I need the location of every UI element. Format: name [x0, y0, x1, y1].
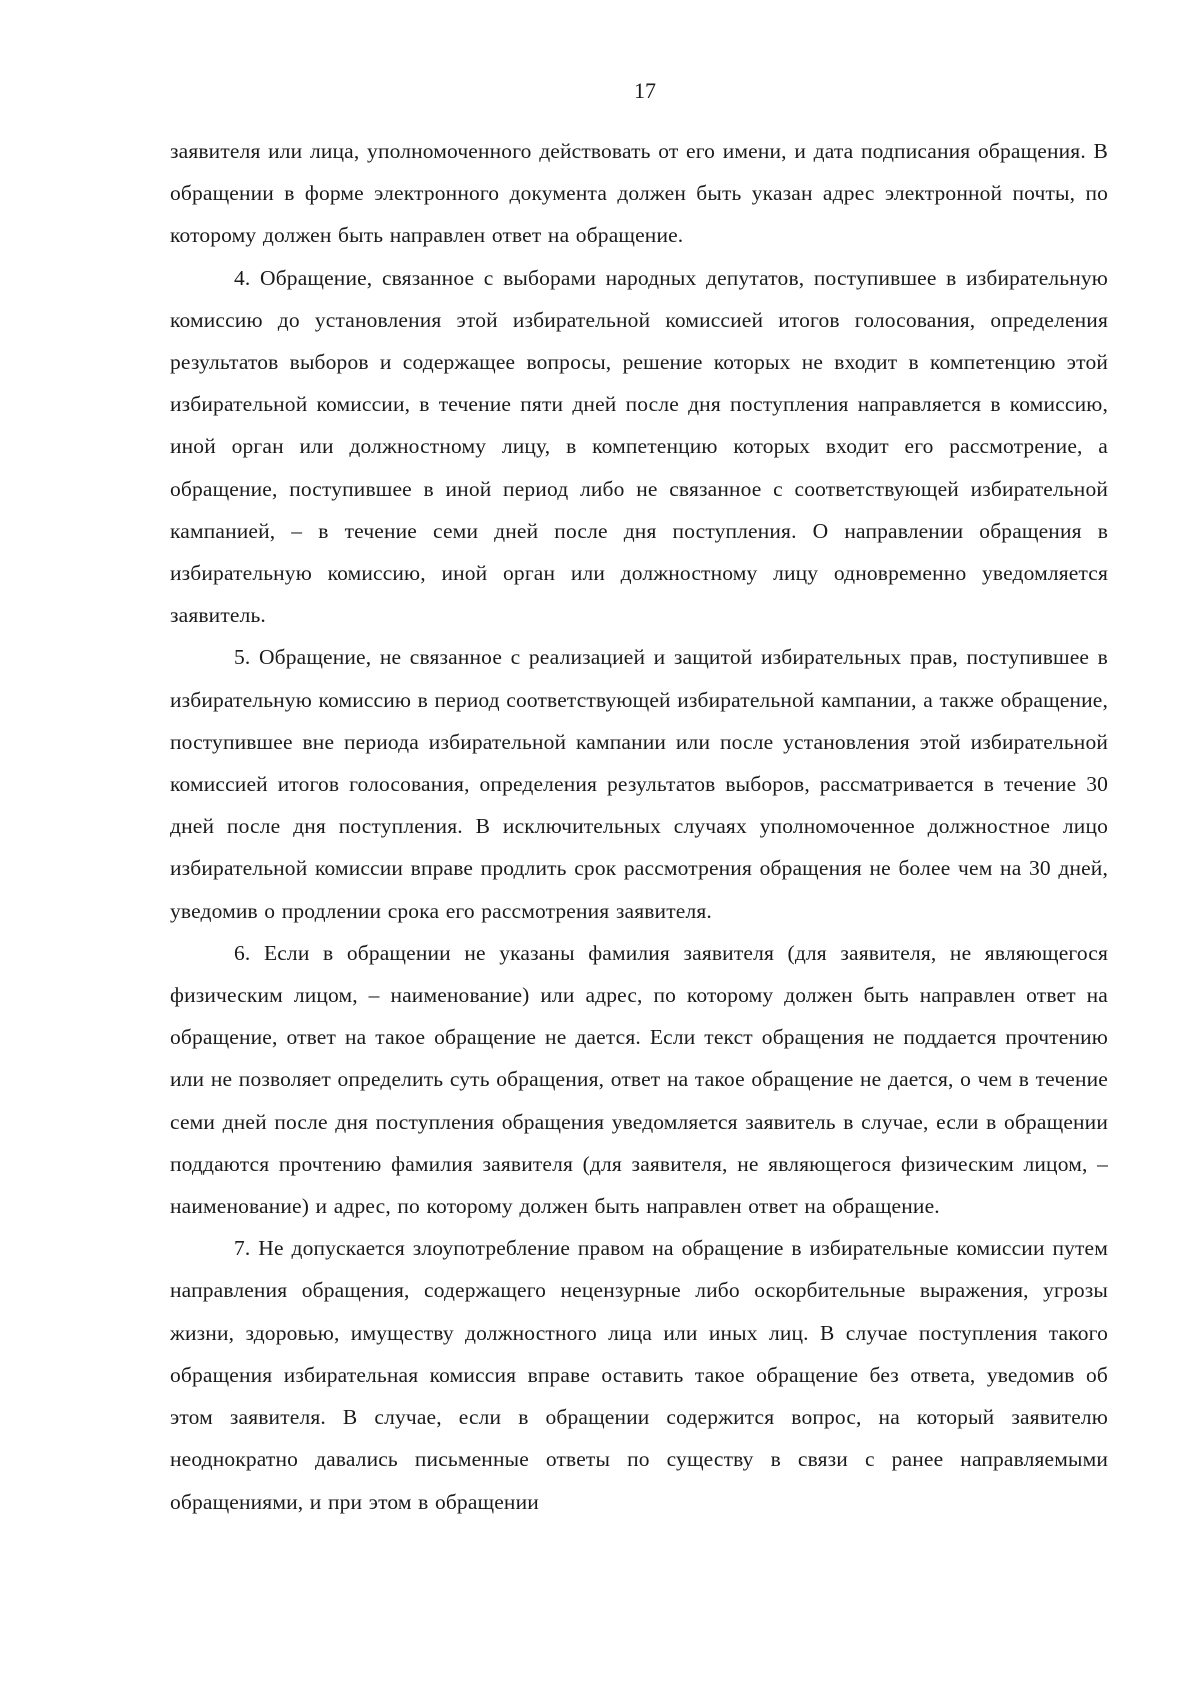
paragraph-item-5: 5. Обращение, не связанное с реализацией и защитой избирательных прав, поступившее в избирательную комиссию в период соответствующей избирательной кампании, а также обращение, поступившее вне периода избирательной кампании или после установления этой избирательной комиссией итогов голосования, определения результатов выборов, рассматривается в течение 30 дней после дня поступления. В исключительных случаях уполномоченное должностное лицо избирательной комиссии вправе продлить срок рассмотрения обращения не более чем на 30 дней, уведомив о продлении срока его рассмотрения заявителя. [170, 645, 1108, 923]
paragraph-continuation: заявителя или лица, уполномоченного действовать от его имени, и дата подписания обращения. В обращении в форме электронного документа должен быть указан адрес электронной почты, по которому должен быть направлен ответ на обращение. [170, 139, 1108, 248]
page-number: 17 [634, 78, 656, 103]
document-body [170, 130, 1108, 1523]
paragraph-item-4: 4. Обращение, связанное с выборами народных депутатов, поступившее в избирательную комиссию до установления этой избирательной комиссией итогов голосования, определения результатов выборов и содержащее вопросы, решение которых не входит в компетенцию этой избирательной комиссии, в течение пяти дней после дня поступления направляется в комиссию, иной орган или должностному лицу, в компетенцию которых входит его рассмотрение, а обращение, поступившее в иной период либо не связанное с соответствующей избирательной кампанией, – в течение семи дней после дня поступления. О направлении обращения в избирательную комиссию, иной орган или должностному лицу одновременно уведомляется заявитель. [170, 265, 1108, 628]
paragraph-item-7: 7. Не допускается злоупотребление правом на обращение в избирательные комиссии путем направления обращения, содержащего нецензурные либо оскорбительные выражения, угрозы жизни, здоровью, имуществу должностного лица или иных лиц. В случае поступления такого обращения избирательная комиссия вправе оставить такое обращение без ответа, уведомив об этом заявителя. В случае, если в обращении содержится вопрос, на который заявителю неоднократно давались письменные ответы по существу в связи с ранее направляемыми обращениями, и при этом в обращении [170, 1236, 1108, 1514]
paragraph-item-6: 6. Если в обращении не указаны фамилия заявителя (для заявителя, не являющегося физическим лицом, – наименование) или адрес, по которому должен быть направлен ответ на обращение, ответ на такое обращение не дается. Если текст обращения не поддается прочтению или не позволяет определить суть обращения, ответ на такое обращение не дается, о чем в течение семи дней после дня поступления обращения уведомляется заявитель в случае, если в обращении поддаются прочтению фамилия заявителя (для заявителя, не являющегося физическим лицом, – наименование) и адрес, по которому должен быть направлен ответ на обращение. [170, 940, 1108, 1219]
